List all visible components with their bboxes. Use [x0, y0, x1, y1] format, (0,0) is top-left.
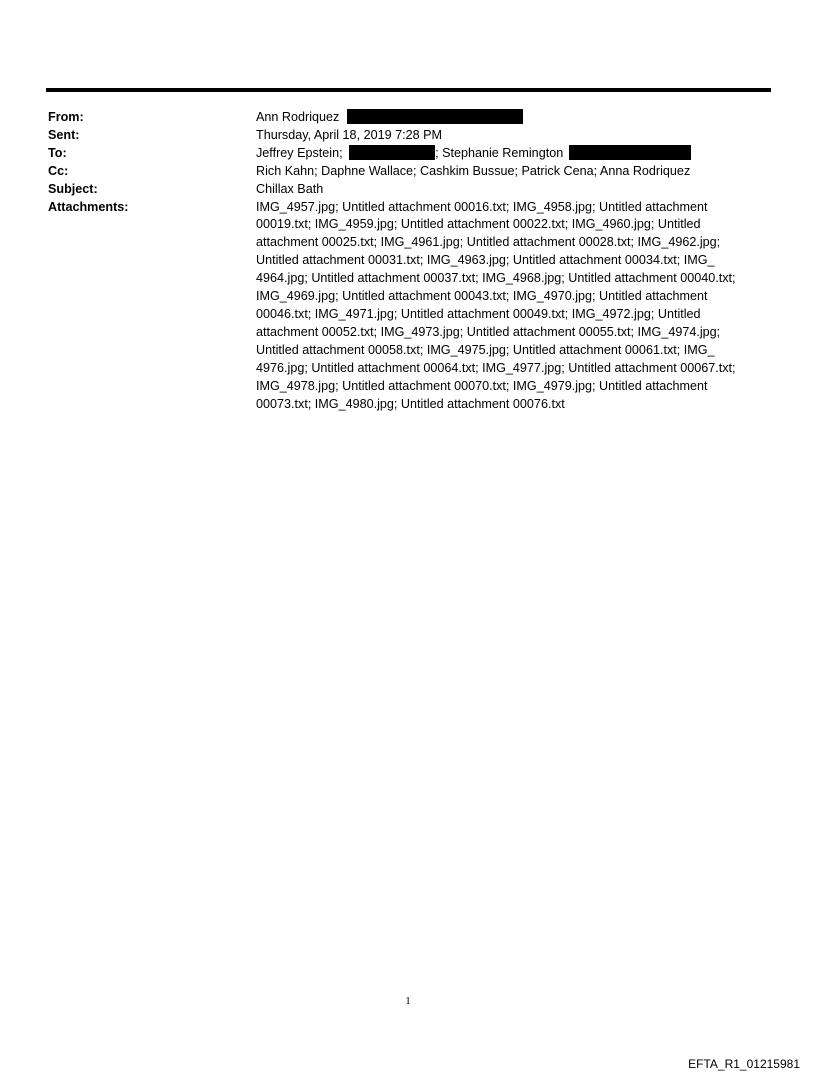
- attachments-line: Untitled attachment 00031.txt; IMG_4963.jpg; Untitled attachment 00034.txt; IMG_: [256, 253, 715, 268]
- attachments-line: 4964.jpg; Untitled attachment 00037.txt; IMG_4968.jpg; Untitled attachment 00040.txt;: [256, 271, 736, 286]
- to-value: [256, 145, 768, 163]
- attachments-line: IMG_4978.jpg; Untitled attachment 00070.txt; IMG_4979.jpg; Untitled attachment: [256, 378, 708, 393]
- attachments-line: IMG_4957.jpg; Untitled attachment 00016.txt; IMG_4958.jpg; Untitled attachment: [256, 199, 708, 214]
- email-header: [48, 109, 768, 413]
- subject-row: [48, 181, 768, 199]
- redaction-box: [349, 145, 435, 160]
- attachments-line: attachment 00025.txt; IMG_4961.jpg; Untitled attachment 00028.txt; IMG_4962.jpg;: [256, 235, 721, 250]
- from-label: From:: [48, 110, 84, 124]
- sender-name: Ann Rodriquez: [256, 110, 340, 124]
- attachments-label: Attachments:: [48, 199, 129, 214]
- subject-value: Chillax Bath: [256, 181, 324, 196]
- redaction-box: [347, 109, 523, 124]
- attachments-line: attachment 00052.txt; IMG_4973.jpg; Untitled attachment 00055.txt; IMG_4974.jpg;: [256, 324, 721, 339]
- from-value: [256, 109, 768, 127]
- cc-row: [48, 163, 768, 181]
- sent-row: [48, 127, 768, 145]
- header-divider: [46, 88, 771, 92]
- attachments-row: [48, 199, 768, 414]
- cc-value: Rich Kahn; Daphne Wallace; Cashkim Bussue; Patrick Cena; Anna Rodriquez: [256, 163, 691, 178]
- recipient-1: Jeffrey Epstein;: [256, 145, 343, 160]
- attachments-line: IMG_4969.jpg; Untitled attachment 00043.txt; IMG_4970.jpg; Untitled attachment: [256, 289, 708, 304]
- attachments-line: 4976.jpg; Untitled attachment 00064.txt; IMG_4977.jpg; Untitled attachment 00067.txt;: [256, 360, 736, 375]
- bates-number: EFTA_R1_01215981: [688, 1057, 800, 1071]
- attachments-line: Untitled attachment 00058.txt; IMG_4975.jpg; Untitled attachment 00061.txt; IMG_: [256, 342, 715, 357]
- attachments-line: 00073.txt; IMG_4980.jpg; Untitled attachment 00076.txt: [256, 396, 565, 411]
- recipient-2: ; Stephanie Remington: [435, 145, 564, 160]
- redaction-box: [569, 145, 691, 160]
- page-number: 1: [405, 995, 411, 1007]
- to-label: To:: [48, 145, 67, 160]
- attachments-line: 00046.txt; IMG_4971.jpg; Untitled attachment 00049.txt; IMG_4972.jpg; Untitled: [256, 306, 701, 321]
- sent-label: Sent:: [48, 127, 80, 142]
- attachments-line: 00019.txt; IMG_4959.jpg; Untitled attachment 00022.txt; IMG_4960.jpg; Untitled: [256, 217, 701, 232]
- sent-value: Thursday, April 18, 2019 7:28 PM: [256, 127, 442, 142]
- to-row: [48, 145, 768, 163]
- cc-label: Cc:: [48, 163, 69, 178]
- subject-label: Subject:: [48, 181, 98, 196]
- attachments-value: [256, 199, 768, 414]
- from-row: [48, 109, 768, 127]
